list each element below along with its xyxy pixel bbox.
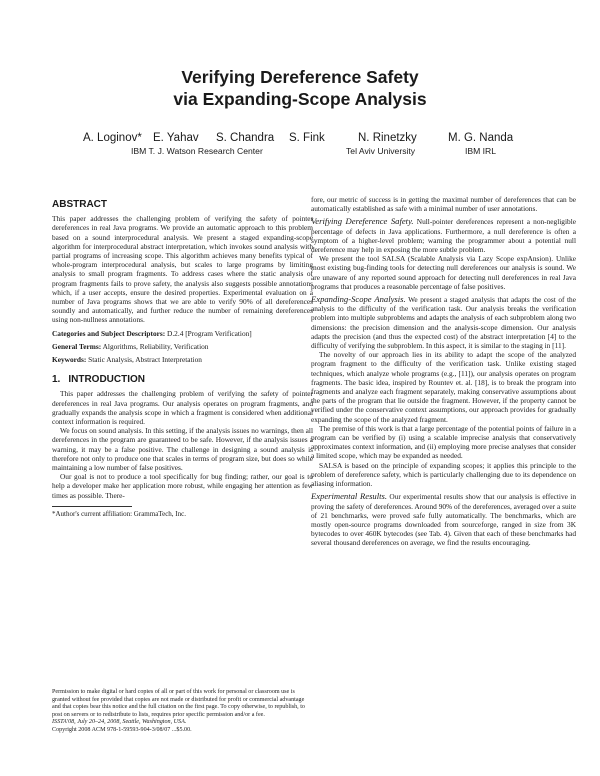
permission-text: Permission to make digital or hard copies of all or part of this work for personal or classroom use is granted without fee provided that copies are not made or distributed for profit or commercial advantage and that copies bear this notice and the full citation on the first page. To copy otherwise, to republish, to post on servers or to redistribute to lists, requires prior specific permission and/or a fee. <box>52 689 305 718</box>
general-terms-line <box>52 342 313 351</box>
body-paragraph: We present the tool SALSA (Scalable Analysis via Lazy Scope expAnsion). Unlike most existing bug-finding tools for detecting null dereferences our analysis is sound. We are unaware of any reported sound approach for detecting null dereferences in real Java programs that produces a reasonable percentage of false positives. <box>311 254 576 291</box>
paragraph-er <box>311 492 576 547</box>
body-paragraph: SALSA is based on the principle of expanding scopes; it applies this principle to the problem of dereference safety, which is particularly challenging due to its dependence on aliasing information. <box>311 460 576 489</box>
keywords-text: Static Analysis, Abstract Interpretation <box>88 355 202 365</box>
categories-text: D.2.4 [Program Verification] <box>167 328 252 338</box>
body-paragraph: The novelty of our approach lies in its ability to adapt the scope of the analyzed program fragment to the difficulty of the verification task. Unlike existing staged techniques, which analyze whole programs (e.g., [11]), our analysis operates on program fragments. The basic idea, inspired by Rountev et. al. [18], is to break the program into fragments and analyze each fragment separately, making conservative assumptions about the parts of the program that lie outside the fragment. However, if the property cannot be verified under the conservative context assumptions, our approach provides for gradually expanding the scope of the analyzed fragment. <box>311 350 576 424</box>
affiliation: Tel Aviv University <box>346 146 416 156</box>
left-column <box>52 200 313 518</box>
abstract-heading: ABSTRACT <box>52 199 107 210</box>
general-terms-label: General Terms: <box>52 341 102 351</box>
author-name: A. Loginov* <box>83 132 142 144</box>
author-name: E. Yahav <box>153 132 199 144</box>
footnote-divider <box>52 506 132 507</box>
intro-paragraph: We focus on sound analysis. In this setting, if the analysis issues no warnings, then all dereferences in the program are guaranteed to be safe. However, if the analysis issues a warning, it may be a false positive. The challenge in designing a sound analysis is therefore not only to produce one that scales in terms of program size, but does so while maintaining a low number of false positives. <box>52 426 313 473</box>
copyright-text: Copyright 2008 ACM 978-1-59593-904-3/08/07 ...$5.00. <box>52 726 192 733</box>
section-title: INTRODUCTION <box>68 374 146 386</box>
intro-heading <box>52 375 313 384</box>
affiliation: IBM IRL <box>465 146 497 156</box>
paragraph-esa <box>311 295 576 350</box>
author-name: M. G. Nanda <box>448 132 514 144</box>
intro-paragraph: This paper addresses the challenging problem of verifying the safety of pointer dereferences in real Java programs. Our analysis operates on program fragments, and gradually expands the analysis scope in which a fragment is considered when additional context information is required. <box>52 389 313 427</box>
paragraph-heading: Expanding-Scope Analysis. <box>311 294 406 305</box>
paragraph-body: Our experimental results show that our analysis is effective in proving the safety of dereferences. Around 90% of the dereferences, averaged over a suite of 21 benchmarks, were proved safe fully automatically. The benchmarks, which are mostly open-source programs downloaded from sourceforge, ranged in size from 3K bytecodes to over 460K bytecodes (see Tab. 4). Given that each of these benchmarks had several thousand dereferences on average, we find the results encouraging. <box>311 492 577 548</box>
title-line-1: Verifying Dereference Safety <box>181 67 419 87</box>
categories-label: Categories and Subject Descriptors: <box>52 328 166 338</box>
paragraph-heading: Experimental Results. <box>311 491 387 502</box>
paragraph-vds <box>311 217 576 254</box>
author-name: S. Fink <box>289 132 325 144</box>
keywords-label: Keywords: <box>52 355 87 365</box>
paragraph-heading: Verifying Dereference Safety. <box>311 216 414 227</box>
abstract-text: This paper addresses the challenging problem of verifying the safety of pointer dereferences in real Java programs. We provide an automatic approach to this problem based on a sound interprocedural analysis. We present a staged expanding-scope algorithm for interprocedural abstract interpretation, which invokes sound analysis with partial programs of increasing scope. This algorithm achieves many benefits typical of whole-program interprocedural analysis, but scales to large programs by limiting analysis to small program fragments. To address cases where the static analysis of program fragments fails to prove safety, the analysis also suggests possible annotations which, if a user accepts, ensure the desired properties. Experimental evaluation on a number of Java programs shows that we are able to verify 90% of all dereferences soundly and automatically, and further reduce the number of remaining dereferences using non-nullness annotations. <box>52 214 313 325</box>
section-number: 1. <box>52 374 61 386</box>
general-terms-text: Algorithms, Reliability, Verification <box>102 341 209 351</box>
affiliation: IBM T. J. Watson Research Center <box>131 146 263 156</box>
permission-block <box>52 689 314 735</box>
author-name: N. Rinetzky <box>358 132 417 144</box>
intro-paragraph: Our goal is not to produce a tool specifically for bug finding; rather, our goal is to help a developer make her application more robust, while engaging her attention as few times as possible. There- <box>52 472 313 500</box>
body-paragraph: fore, our metric of success is in getting the maximal number of dereferences that can be automatically established as safe with a minimal number of user annotations. <box>311 195 576 214</box>
categories-line <box>52 329 313 338</box>
body-paragraph: The premise of this work is that a large percentage of the potential points of failure in a program can be verified by (i) using a scalable imprecise analysis that conservatively approximates context information, and (ii) employing more precise analyses that consider a limited scope, which may be expanded as needed. <box>311 423 576 461</box>
footnote: *Author's current affiliation: GrammaTech, Inc. <box>52 509 186 518</box>
right-column <box>311 195 576 548</box>
author-name: S. Chandra <box>216 132 275 144</box>
title-line-2: via Expanding-Scope Analysis <box>173 89 427 109</box>
venue-text: ISSTA'08, July 20–24, 2008, Seattle, Washington, USA. <box>52 719 187 726</box>
paragraph-body: We present a staged analysis that adapts the cost of the analysis to the difficulty of the verification task. Our analysis breaks the verification problem into multiple subproblems and adapts the analysis of each subproblem along two dimensions: the precision dimension and the analysis-scope dimension. Our analysis adapts the precision (and thus the expected cost) of the abstract interpretation [4] to the difficulty of verifying the subproblem. In this aspect, it is similar to the staging in [11]. <box>311 295 576 351</box>
keywords-line <box>52 355 313 364</box>
paragraph-body: Null-pointer dereferences represent a non-negligible percentage of defects in Java applications. Furthermore, a null dereference is often a symptom of a higher-level problem; warning the programmer about a potential null dereference may help in exposing the more subtle problem. <box>311 217 576 255</box>
paper-title <box>0 66 600 110</box>
